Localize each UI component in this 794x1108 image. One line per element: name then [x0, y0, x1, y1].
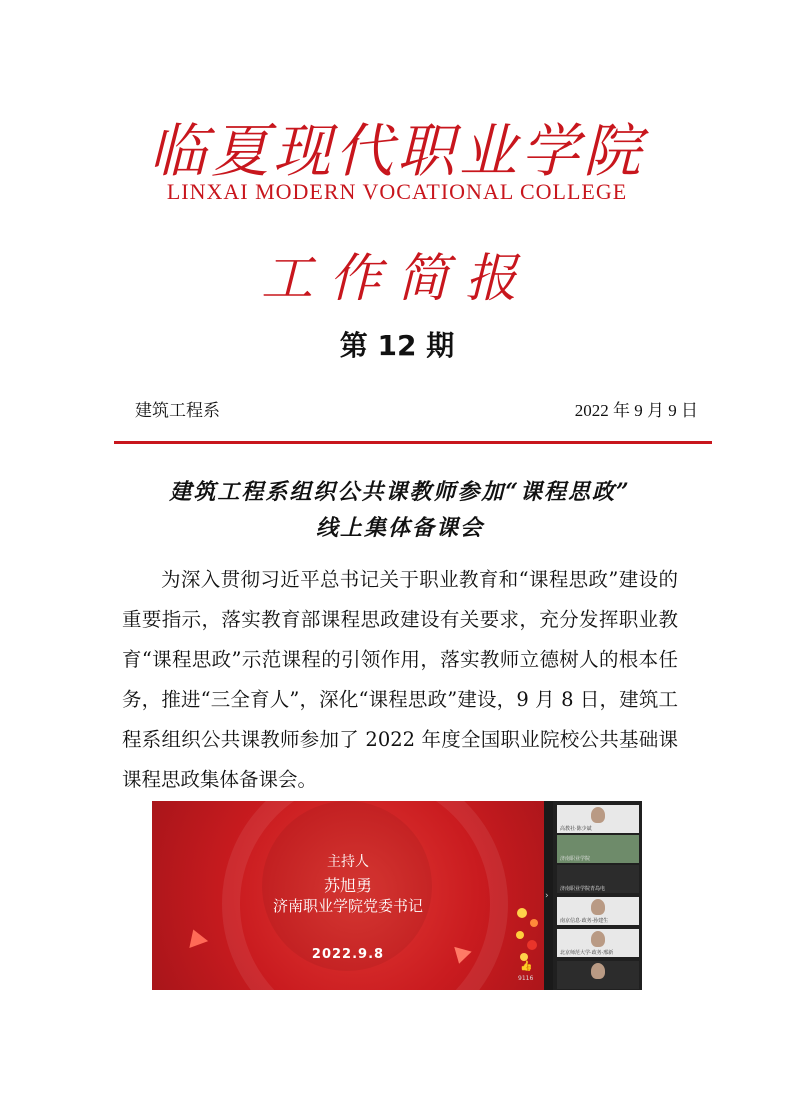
- thumbs-up-icon[interactable]: 👍: [520, 961, 533, 972]
- avatar: [591, 899, 605, 915]
- participant-tile[interactable]: [557, 835, 639, 863]
- collapse-arrow-icon[interactable]: ›: [545, 891, 549, 901]
- article-title-line-2: 线上集体备课会: [315, 515, 484, 541]
- presentation-slide: [152, 801, 544, 990]
- article-body: 为深入贯彻习近平总书记关于职业教育和“课程思政”建设的重要指示，落实教育部课程思政建设有关要求，充分发挥职业教育“课程思政”示范课程的引领作用，落实教师立德树人的根本任务，推进“三全育人”，深化“课程思政”建设，9 月 8 日，建筑工程系组织公共课教师参加了 2022 年度全国职业院校公共基础课课程思政集体备课会。: [122, 568, 678, 791]
- meeting-date: 2022.9.8: [311, 947, 385, 962]
- meeting-screenshot: [152, 801, 642, 990]
- participant-label: 高教社·陈少斌: [560, 826, 592, 832]
- avatar: [591, 807, 605, 823]
- issue-number: 第 12 期: [339, 329, 455, 362]
- article-title: [120, 474, 680, 546]
- decor-triangle: [184, 926, 208, 948]
- participant-tile[interactable]: [557, 929, 639, 957]
- participant-label: 济南职业学院青岛电: [560, 886, 606, 892]
- host-label: 主持人: [327, 854, 369, 870]
- participant-label: 南京信息·政务·孙建生: [560, 918, 609, 924]
- header-divider: [114, 441, 712, 444]
- avatar: [591, 963, 605, 979]
- participant-tile[interactable]: [557, 961, 639, 989]
- participant-tile[interactable]: [557, 805, 639, 833]
- department: 建筑工程系: [135, 401, 220, 420]
- participant-sidebar: [553, 801, 642, 990]
- bulletin-title: 工作简报: [260, 249, 533, 309]
- college-name-en: LINXAI MODERN VOCATIONAL COLLEGE: [166, 179, 628, 204]
- participant-tile[interactable]: [557, 897, 639, 925]
- host-role: 济南职业学院党委书记: [272, 897, 423, 915]
- participant-label: 济南职业学院: [560, 856, 591, 862]
- host-name: 苏旭勇: [323, 876, 372, 895]
- avatar: [591, 931, 605, 947]
- college-name-cn: 临夏现代职业学院: [148, 117, 645, 185]
- participant-tile[interactable]: [557, 865, 639, 893]
- issue-date: 2022 年 9 月 9 日: [574, 401, 698, 420]
- like-count: 9116: [518, 975, 534, 982]
- participant-label: 北京师范大学·政务·邢新: [560, 950, 614, 956]
- masthead: [0, 118, 794, 204]
- article-title-line-1: 建筑工程系组织公共课教师参加“课程思政”: [169, 479, 631, 505]
